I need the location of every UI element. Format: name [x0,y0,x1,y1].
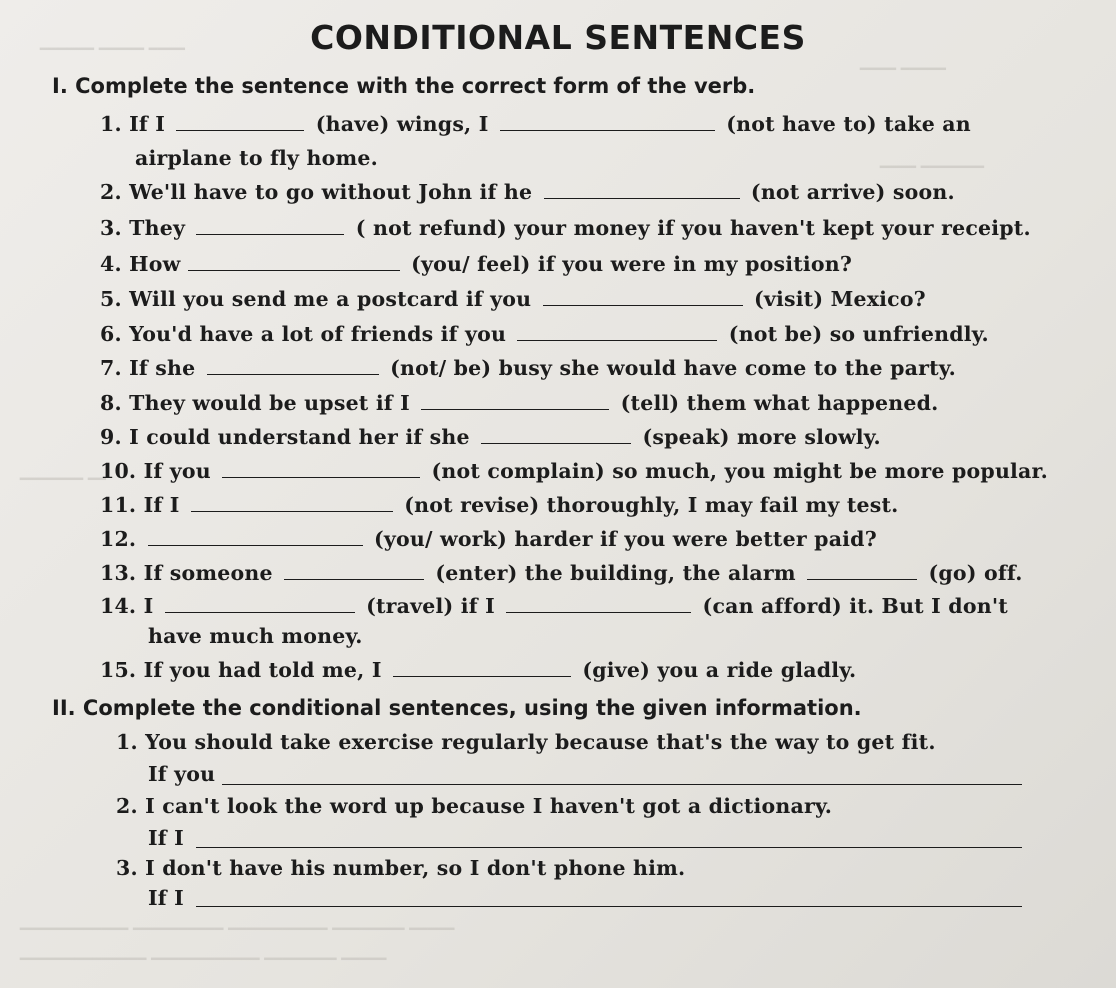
question-1-continued [135,146,378,170]
question-text: (not arrive) soon. [750,180,955,204]
answer-blank[interactable] [165,594,355,613]
answer-blank[interactable] [481,425,631,444]
answer-blank[interactable] [207,356,379,375]
question-15 [100,658,856,682]
answer-blank[interactable] [191,493,393,512]
answer-blank[interactable] [506,594,691,613]
question-text: 5. Will you send me a postcard if you [100,287,532,311]
answer-blank[interactable] [393,658,571,677]
bleed-through-text: ━━━━━ ━━━━━━━━ ━━━━━━━━━━━ ━━━━━━━━━━ ━━━━━━━━━━━━ [20,920,455,938]
answer-blank[interactable] [188,252,400,271]
question-text: airplane to fly home. [135,146,378,170]
question-text: (you/ feel) if you were in my position? [411,252,853,276]
question-5 [100,287,926,311]
question-text: (visit) Mexico? [753,287,926,311]
bleed-through-text: ━━━━━━━ ━━━━ [880,158,985,176]
prompt-text: 3. I don't have his number, so I don't phone him. [116,856,686,880]
question-7 [100,356,956,380]
question-text: 7. If she [100,356,196,380]
prompt-text: 1. You should take exercise regularly because that's the way to get fit. [116,730,936,754]
question-11 [100,493,899,517]
question-text: (give) you a ride gladly. [582,658,857,682]
question-text: (not be) so unfriendly. [728,322,989,346]
answer-blank[interactable] [196,216,344,235]
bleed-through-text: ━━ ━━━━━━━ [20,470,107,488]
question-text: 2. We'll have to go without John if he [100,180,533,204]
sentence-start: If I [148,886,184,910]
question-6 [100,322,989,346]
question-text: (speak) more slowly. [642,425,881,449]
question-1 [100,112,971,136]
question-text: (not/ be) busy she would have come to the party. [390,356,956,380]
question-text: 12. [100,527,137,551]
question-text: 9. I could understand her if she [100,425,470,449]
bleed-through-text: ━━━━━ ━━━━ [860,60,947,78]
bleed-through-text: ━━━━ ━━━━━ ━━━━━━ [40,40,185,58]
answer-blank[interactable] [544,180,740,199]
question-text: ( not refund) your money if you haven't kept your receipt. [355,216,1031,240]
answer-blank[interactable] [148,527,363,546]
page-title: CONDITIONAL SENTENCES [310,18,806,57]
part2-heading: II. Complete the conditional sentences, using the given information. [52,696,862,720]
exercise2-item-1 [116,730,936,754]
question-4 [100,252,852,276]
question-8 [100,391,938,415]
answer-blank[interactable] [807,561,917,580]
question-text: (you/ work) harder if you were better paid? [373,527,877,551]
question-13 [100,561,1023,585]
question-text: have much money. [148,624,363,648]
question-text: (go) off. [928,561,1023,585]
answer-blank[interactable] [284,561,424,580]
question-text: (can afford) it. But I don't [702,594,1008,618]
answer-line[interactable] [196,846,1022,848]
question-text: (not complain) so much, you might be more popular. [431,459,1048,483]
question-10 [100,459,1048,483]
answer-line[interactable] [196,905,1022,907]
answer-blank[interactable] [500,112,715,131]
question-text: (travel) if I [366,594,495,618]
question-3 [100,216,1031,240]
question-text: 15. If you had told me, I [100,658,382,682]
question-text: 13. If someone [100,561,273,585]
question-2 [100,180,955,204]
question-12 [100,527,877,551]
sentence-start: If I [148,826,184,850]
sentence-start: If you [148,762,216,786]
question-text: (not revise) thoroughly, I may fail my test. [404,493,899,517]
exercise2-item-3 [116,856,685,880]
question-text: 11. If I [100,493,180,517]
answer-line[interactable] [222,783,1022,785]
exercise2-item-2-start [148,826,184,850]
question-text: 4. How [100,252,181,276]
question-text: 8. They would be upset if I [100,391,410,415]
question-text: (tell) them what happened. [620,391,939,415]
question-text: 10. If you [100,459,211,483]
exercise2-item-2 [116,794,832,818]
question-text: 6. You'd have a lot of friends if you [100,322,507,346]
question-text: (not have to) take an [726,112,971,136]
question-14 [100,594,1008,618]
question-14-continued [148,624,363,648]
answer-blank[interactable] [222,459,420,478]
answer-blank[interactable] [421,391,609,410]
answer-blank[interactable] [543,287,743,306]
exercise2-item-3-start [148,886,184,910]
answer-blank[interactable] [517,322,717,341]
part1-heading: I. Complete the sentence with the correct form of the verb. [52,74,756,98]
question-9 [100,425,881,449]
answer-blank[interactable] [176,112,304,131]
question-text: (have) wings, I [315,112,489,136]
prompt-text: 2. I can't look the word up because I haven't got a dictionary. [116,794,833,818]
exercise2-item-1-start [148,762,215,786]
question-text: 3. They [100,216,186,240]
question-text: 14. I [100,594,154,618]
question-text: 1. If I [100,112,166,136]
question-text: (enter) the building, the alarm [435,561,796,585]
bleed-through-text: ━━━━━ ━━━━━━━━ ━━━━━━━━━━━━ ━━━━━━━━━━━━━━ [20,950,387,968]
